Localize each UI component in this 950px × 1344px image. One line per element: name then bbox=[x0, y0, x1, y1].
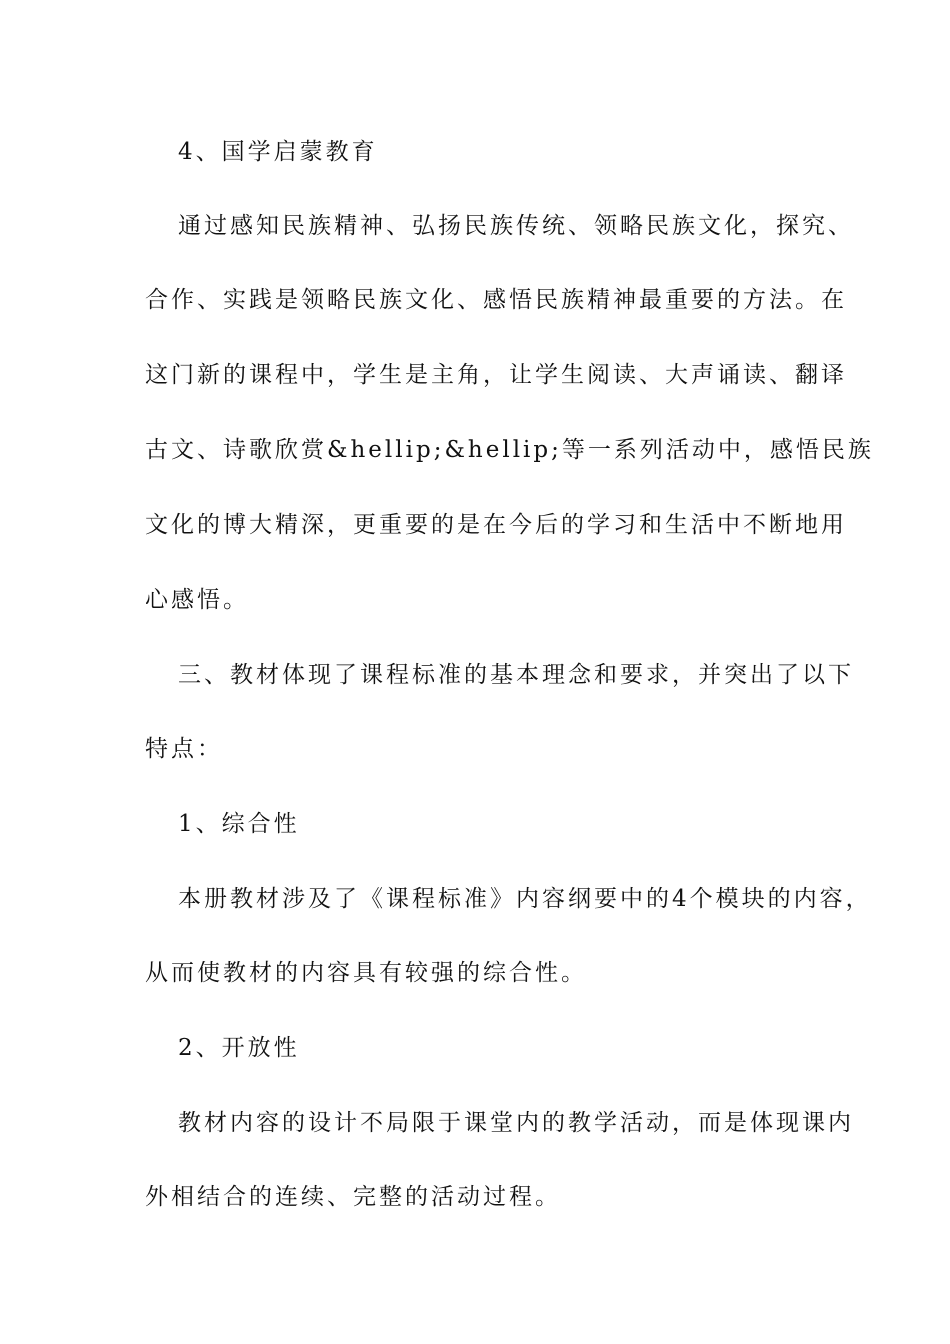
heading-zonghexing: 1、综合性 bbox=[178, 811, 300, 837]
paragraph-line: 合作、实践是领略民族文化、感悟民族精神最重要的方法。在 bbox=[145, 287, 847, 313]
section-heading-three: 三、教材体现了课程标准的基本理念和要求，并突出了以下 bbox=[178, 662, 854, 688]
paragraph-line: 这门新的课程中，学生是主角，让学生阅读、大声诵读、翻译 bbox=[145, 362, 847, 388]
heading-guoxue-qimeng: 4、国学启蒙教育 bbox=[178, 139, 378, 165]
paragraph-line: 教材内容的设计不局限于课堂内的教学活动，而是体现课内 bbox=[178, 1110, 854, 1136]
section-heading-three-cont: 特点： bbox=[145, 736, 223, 762]
paragraph-line: 外相结合的连续、完整的活动过程。 bbox=[145, 1184, 561, 1210]
paragraph-line: 从而使教材的内容具有较强的综合性。 bbox=[145, 960, 587, 986]
paragraph-line: 古文、诗歌欣赏&hellip;&hellip;等一系列活动中，感悟民族 bbox=[145, 437, 874, 463]
heading-kaifangxing: 2、开放性 bbox=[178, 1035, 300, 1061]
paragraph-line: 心感悟。 bbox=[145, 587, 249, 613]
paragraph-line: 文化的博大精深，更重要的是在今后的学习和生活中不断地用 bbox=[145, 512, 847, 538]
paragraph-line: 通过感知民族精神、弘扬民族传统、领略民族文化，探究、 bbox=[178, 213, 854, 239]
paragraph-line: 本册教材涉及了《课程标准》内容纲要中的4个模块的内容， bbox=[178, 886, 872, 912]
